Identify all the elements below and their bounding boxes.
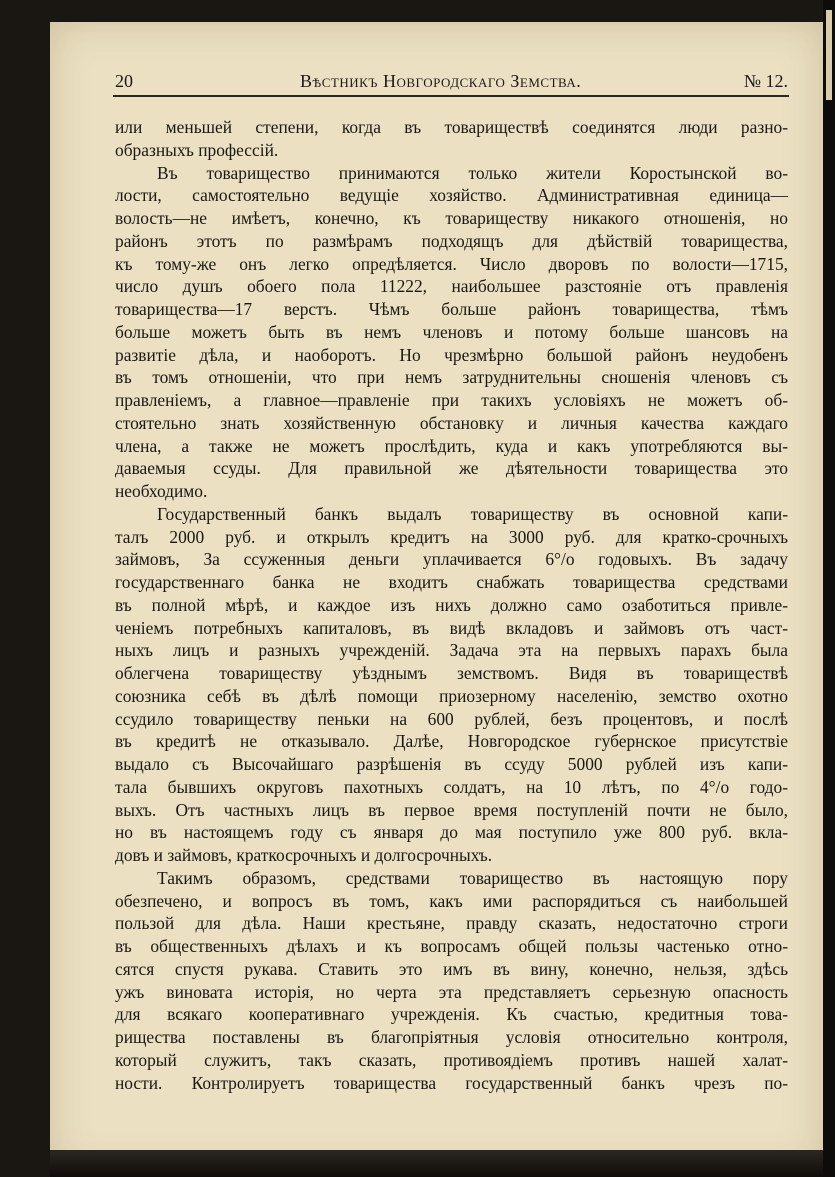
text-line: волость—не имѣетъ, конечно, къ товариществу никакого отношенія, но	[115, 208, 788, 228]
text-line: Государственный банкъ выдалъ товариществу въ основной капи-	[157, 503, 788, 524]
text-line: члена, а также не можетъ прослѣдить, куда и какъ употребляются вы-	[115, 435, 788, 456]
header-rule	[113, 95, 789, 97]
text-line: въ полной мѣрѣ, и каждое изъ нихъ должно само озаботиться привле-	[115, 594, 788, 615]
text-line: пользой для дѣла. Наши крестьяне, правду сказать, недостаточно строги	[115, 913, 788, 934]
text-line: въ томъ отношеніи, что при немъ затруднительны сношенія членовъ съ	[115, 367, 788, 388]
text-line: къ тому-же онъ легко опредѣляется. Число дворовъ по волости—1715,	[115, 253, 788, 274]
journal-title: Вѣстникъ Новгородскаго Земства.	[300, 71, 582, 91]
text-line: обезпечено, и вопросъ въ томъ, какъ ими распорядиться съ наибольшей	[115, 890, 788, 911]
text-line: правленіемъ, а главное—правленіе при такихъ условіяхъ не можетъ об-	[115, 390, 788, 410]
text-line: число душъ обоего пола 11222, наибольшее разстояніе отъ правленія	[115, 276, 788, 297]
text-line: ужъ виновата исторія, но черта эта представляетъ серьезную опасность	[115, 981, 788, 1002]
scan-bottom-shadow	[50, 1150, 823, 1177]
text-line: или меньшей степени, когда въ товариществѣ соединятся люди разно-	[115, 117, 788, 137]
issue-number: № 12.	[743, 71, 788, 91]
text-line: займовъ, За ссуженныя деньги уплачивается 6°/о годовыхъ. Въ задачу	[115, 549, 788, 570]
text-line: который служитъ, такъ сказать, противоядіемъ противъ нашей халат-	[115, 1049, 788, 1070]
running-header	[115, 71, 788, 95]
text-line: талъ 2000 руб. и открылъ кредитъ на 3000 руб. для кратко-срочныхъ	[115, 526, 788, 547]
text-line: выдало съ Высочайшаго разрѣшенія въ ссуду 5000 рублей изъ капи-	[115, 754, 788, 774]
text-line: необходимо.	[115, 481, 208, 501]
text-line: рищества поставлены въ благопріятныя условія относительно контроля,	[115, 1027, 788, 1047]
text-line: въ общественныхъ дѣлахъ и къ вопросамъ общей пользы частенько отно-	[115, 936, 788, 956]
text-line: образныхъ профессій.	[115, 139, 279, 160]
text-line: ности. Контролируетъ товарищества государственный банкъ чрезъ по-	[115, 1072, 788, 1093]
text-line: ченіемъ потребныхъ капиталовъ, въ видѣ вкладовъ и займовъ отъ част-	[115, 617, 788, 638]
text-line: но въ настоящемъ году съ января до мая поступило уже 800 руб. вкла-	[115, 822, 788, 843]
text-line: развитіе дѣла, и наоборотъ. Но чрезмѣрно большой районъ неудобенъ	[115, 344, 788, 365]
text-line: районъ этотъ по размѣрамъ подходящъ для дѣйствій товарищества,	[115, 230, 788, 251]
text-line: выхъ. Отъ частныхъ лицъ въ первое время поступленій почти не было,	[115, 799, 788, 820]
article-body	[115, 116, 788, 1094]
text-line: государственнаго банка не входитъ снабжать товарищества средствами	[115, 572, 788, 592]
text-line: для всякаго кооперативнаго учрежденія. Къ счастью, кредитныя това-	[115, 1004, 788, 1025]
text-line: Въ товарищество принимаются только жители Коростынской во-	[157, 162, 788, 183]
text-line: товарищества—17 верстъ. Чѣмъ больше районъ товарищества, тѣмъ	[115, 299, 788, 319]
text-line: союзника себѣ въ дѣлѣ помощи приозерному населенію, земство охотно	[115, 685, 788, 706]
text-line: лости, самостоятельно ведущіе хозяйство. Административная единица—	[115, 185, 788, 206]
scan-right-edge	[823, 0, 835, 1177]
text-line: ныхъ лицъ и разныхъ учрежденій. Задача эта на первыхъ парахъ была	[115, 640, 788, 661]
text-line: больше можетъ быть въ немъ членовъ и потому больше шансовъ на	[115, 321, 788, 342]
text-line: въ кредитѣ не отказывало. Далѣе, Новгородское губернское присутствіе	[115, 731, 788, 752]
text-line: довъ и займовъ, краткосрочныхъ и долгосрочныхъ.	[115, 845, 493, 865]
text-line: тала бывшихъ округовъ пахотныхъ солдатъ, на 10 лѣтъ, по 4°/о годо-	[115, 776, 788, 797]
text-line: сятся спустя рукава. Ставить это имъ въ вину, конечно, нельзя, здѣсь	[115, 958, 788, 979]
text-line: стоятельно знать хозяйственную обстановку и личныя качества каждаго	[115, 412, 788, 433]
text-line: ссудило товариществу пеньки на 600 рублей, безъ процентовъ, и послѣ	[115, 708, 788, 729]
text-line: облегчена товариществу уѣзднымъ земствомъ. Видя въ товариществѣ	[115, 663, 788, 683]
page-number: 20	[115, 71, 133, 91]
text-line: даваемыя ссуды. Для правильной же дѣятельности товарищества это	[115, 458, 788, 479]
adjacent-page-strip	[826, 10, 832, 100]
text-line: Такимъ образомъ, средствами товарищество въ настоящую пору	[157, 867, 788, 888]
